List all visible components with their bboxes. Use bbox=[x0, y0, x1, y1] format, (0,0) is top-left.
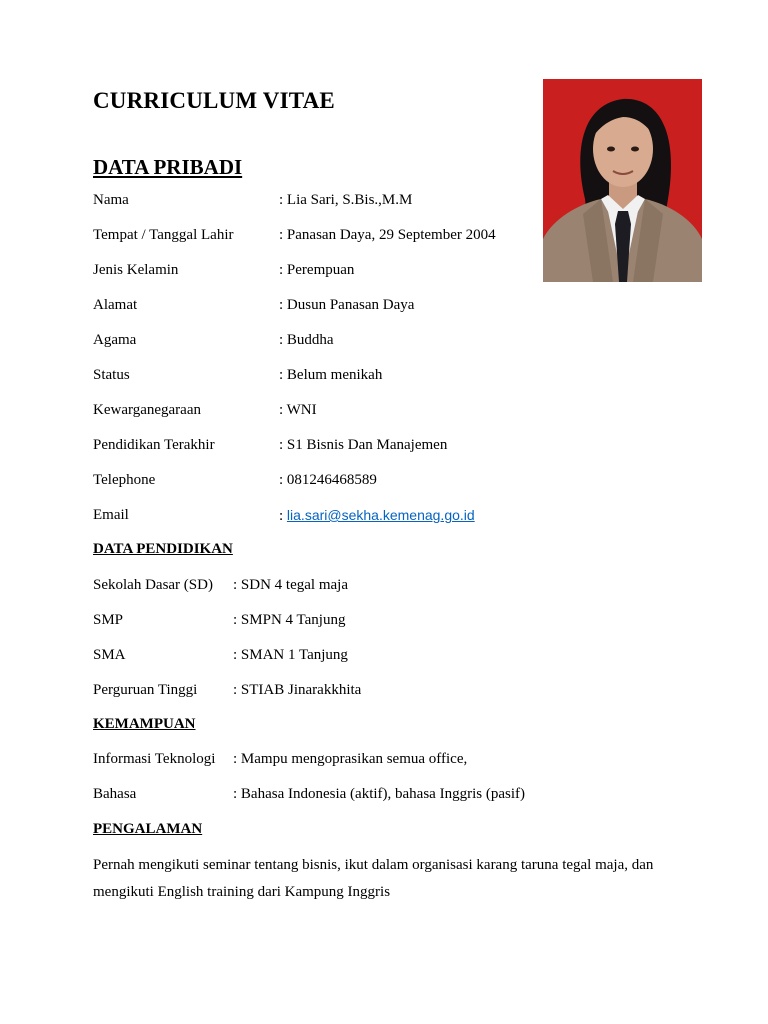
row-value: : S1 Bisnis Dan Manajemen bbox=[279, 437, 448, 453]
section-heading-pengalaman: PENGALAMAN bbox=[93, 821, 203, 837]
row-value: : Bahasa Indonesia (aktif), bahasa Inggris (pasif) bbox=[233, 786, 525, 802]
row-value: : SDN 4 tegal maja bbox=[233, 577, 348, 593]
email-prefix: : bbox=[279, 508, 287, 524]
row-value: : STIAB Jinarakkhita bbox=[233, 682, 362, 698]
portrait-illustration bbox=[543, 79, 702, 282]
row-label: Sekolah Dasar (SD) bbox=[93, 577, 213, 593]
document-title: CURRICULUM VITAE bbox=[93, 88, 335, 113]
row-value: : Buddha bbox=[279, 332, 334, 348]
row-label: Telephone bbox=[93, 472, 156, 488]
row-label: Status bbox=[93, 367, 130, 383]
row-value: : Lia Sari, S.Bis.,M.M bbox=[279, 192, 413, 208]
row-value: : Perempuan bbox=[279, 262, 355, 278]
row-value: : 081246468589 bbox=[279, 472, 377, 488]
row-label: Perguruan Tinggi bbox=[93, 682, 198, 698]
row-label: Email bbox=[93, 507, 129, 523]
row-label: SMA bbox=[93, 647, 126, 663]
row-label: Bahasa bbox=[93, 786, 137, 802]
row-label: Pendidikan Terakhir bbox=[93, 437, 215, 453]
row-value: : Mampu mengoprasikan semua office, bbox=[233, 751, 468, 767]
row-value: : SMAN 1 Tanjung bbox=[233, 647, 348, 663]
row-label: Jenis Kelamin bbox=[93, 262, 179, 278]
row-value: : Belum menikah bbox=[279, 367, 383, 383]
row-value: : Dusun Panasan Daya bbox=[279, 297, 415, 313]
row-label: Tempat / Tanggal Lahir bbox=[93, 227, 234, 243]
section-heading-data-pribadi: DATA PRIBADI bbox=[93, 155, 243, 179]
section-heading-kemampuan: KEMAMPUAN bbox=[93, 716, 196, 732]
row-label: Nama bbox=[93, 192, 129, 208]
profile-photo bbox=[543, 79, 702, 282]
row-value: : Panasan Daya, 29 September 2004 bbox=[279, 227, 496, 243]
experience-paragraph: Pernah mengikuti seminar tentang bisnis, ikut dalam organisasi karang taruna tegal maja, dan mengikuti English training dari Kampung Inggris bbox=[93, 857, 654, 900]
row-value bbox=[279, 505, 475, 526]
section-heading-data-pendidikan: DATA PENDIDIKAN bbox=[93, 541, 233, 557]
row-value: : WNI bbox=[279, 402, 317, 418]
row-value: : SMPN 4 Tanjung bbox=[233, 612, 346, 628]
row-label: Agama bbox=[93, 332, 137, 348]
row-label: Informasi Teknologi bbox=[93, 751, 216, 767]
row-label: SMP bbox=[93, 612, 124, 628]
row-label: Kewarganegaraan bbox=[93, 402, 201, 418]
row-label: Alamat bbox=[93, 297, 138, 313]
email-link[interactable]: lia.sari@sekha.kemenag.go.id bbox=[286, 507, 475, 523]
